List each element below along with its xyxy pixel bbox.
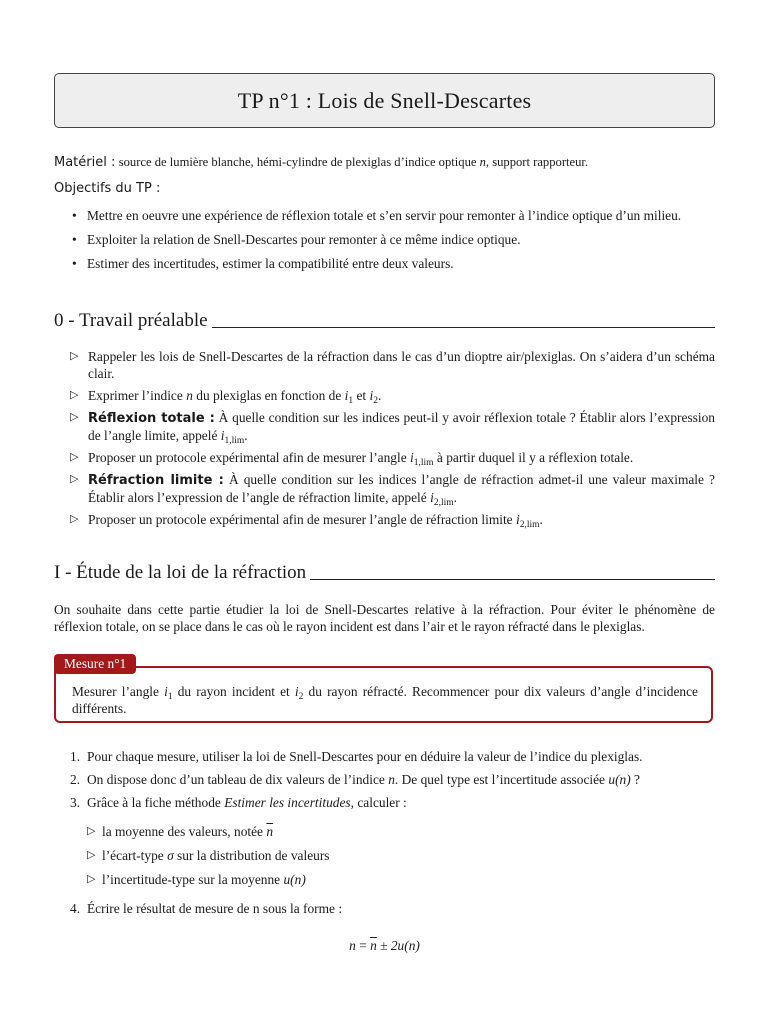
list-item: ▷ Réflexion totale : À quelle condition sur les indices peut-il y avoir réflexion totale ? Établir alors l’expression de l’angle limite, appelé $i_{1,lim}$. xyxy=(70,410,715,446)
materiel-label: Matériel : xyxy=(54,155,116,170)
mesure-label: Mesure n°1 xyxy=(54,654,136,674)
objectifs-list xyxy=(54,207,715,272)
list-item: • Estimer des incertitudes, estimer la compatibilité entre deux valeurs. xyxy=(72,256,454,271)
list-item: ▷ Proposer un protocole expérimental afin de mesurer l’angle $i_{1,lim}$ à partir duquel il y a réflexion totale. xyxy=(70,450,634,468)
list-item: • Mettre en oeuvre une expérience de réflexion totale et s’en servir pour remonter à l’indice optique d’un milieu. xyxy=(72,208,682,223)
sub-list xyxy=(54,823,715,888)
objectifs-label: Objectifs du TP : xyxy=(54,181,161,196)
list-item: 3. Grâce à la fiche méthode Estimer les incertitudes, calculer : xyxy=(70,795,407,810)
list-item: ▷ Réfraction limite : À quelle condition sur les indices l’angle de réfraction admet-il une valeur maximale ? Établir alors l’expression de l’angle de réfraction limite, appelé $i_{2,lim}$. xyxy=(70,472,715,508)
list-item: 1. Pour chaque mesure, utiliser la loi de Snell-Descartes pour en déduire la valeur de l’indice du plexiglas. xyxy=(70,749,643,764)
page-title: TP n°1 : Lois de Snell-Descartes xyxy=(237,88,532,113)
section-1-intro: On souhaite dans cette partie étudier la loi de Snell-Descartes relative à la réfraction. Pour éviter le phénomène de réflexion totale, on se place dans le cas où le rayon incident est dans l’air et le rayon réfracté dans le plexiglas. xyxy=(54,602,715,634)
list-item: ▷ l’incertitude-type sur la moyenne u(n) xyxy=(87,872,306,887)
list-item: ▷ l’écart-type σ sur la distribution de valeurs xyxy=(87,848,330,863)
list-item: 2. On dispose donc d’un tableau de dix valeurs de l’indice n. De quel type est l’incertitude associée u(n) ? xyxy=(70,772,640,787)
section-0-heading: 0 - Travail préalable xyxy=(54,310,715,332)
list-item: • Exploiter la relation de Snell-Descartes pour remonter à ce même indice optique. xyxy=(72,232,521,247)
section-1-heading: I - Étude de la loi de la réfraction xyxy=(54,562,715,584)
list-item: 4. Écrire le résultat de mesure de n sous la forme : xyxy=(70,901,343,916)
result-formula: $n = \overline{n} \pm 2u(n)$ xyxy=(349,938,420,953)
steps-list xyxy=(54,748,715,811)
steps-list-continued xyxy=(54,900,715,917)
section-0-list xyxy=(54,348,715,528)
list-item: ▷ Rappeler les lois de Snell-Descartes de la réfraction dans le cas d’un dioptre air/plexiglas. On s’aidera d’un schéma clair. xyxy=(70,349,715,381)
materiel-line xyxy=(54,153,715,171)
title-box xyxy=(54,73,715,128)
list-item: ▷ la moyenne des valeurs, notée $\overline{n}$ xyxy=(87,824,274,839)
list-item: ▷ Exprimer l’indice n du plexiglas en fonction de $i_1$ et $i_2$. xyxy=(70,388,382,406)
materiel-text: source de lumière blanche, hémi-cylindre de plexiglas d’indice optique n, support rapporteur. xyxy=(118,155,589,169)
list-item: ▷ Proposer un protocole expérimental afin de mesurer l’angle de réfraction limite $i_{2,lim}$. xyxy=(70,512,543,530)
mesure-text: Mesurer l’angle $i_1$ du rayon incident et $i_2$ du rayon réfracté. Recommencer pour dix valeurs d’angle d’incidence différents. xyxy=(72,684,698,716)
